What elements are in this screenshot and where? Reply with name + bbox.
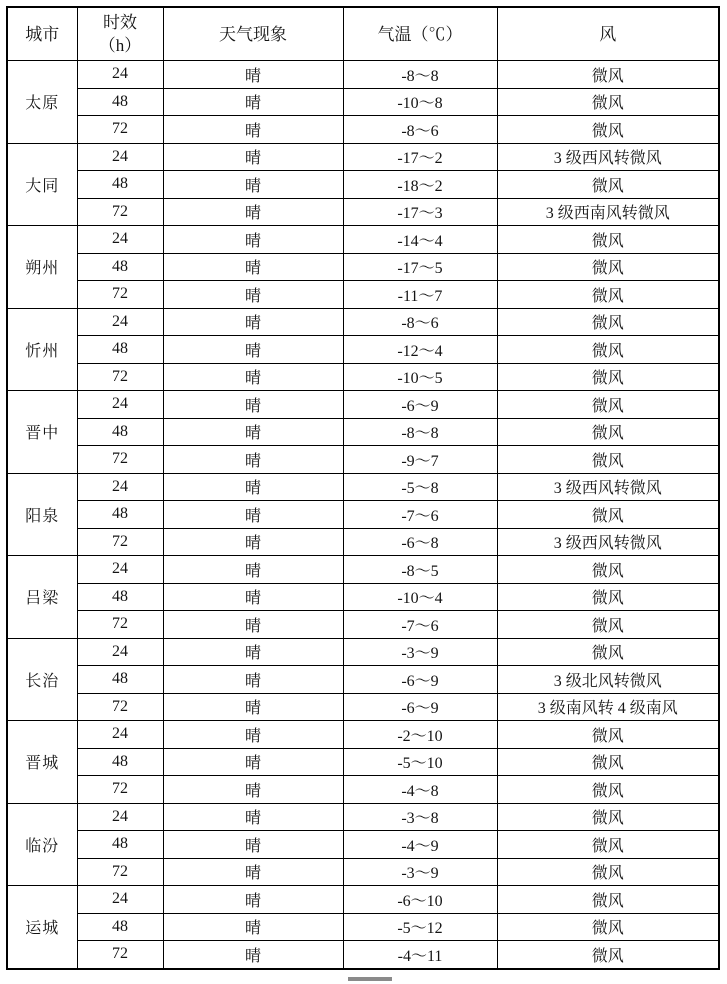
validity-hours-cell: 24 [77, 473, 163, 501]
wind-cell: 微风 [497, 253, 719, 281]
validity-hours-cell: 72 [77, 611, 163, 639]
wind-cell: 微风 [497, 336, 719, 364]
header-city: 城市 [7, 7, 77, 61]
validity-hours-cell: 48 [77, 831, 163, 859]
weather-phenomenon-cell: 晴 [163, 611, 343, 639]
temperature-range-cell: -10～5 [343, 363, 497, 391]
weather-phenomenon-cell: 晴 [163, 693, 343, 721]
weather-phenomenon-cell: 晴 [163, 253, 343, 281]
weather-phenomenon-cell: 晴 [163, 583, 343, 611]
temperature-range-cell: -2～10 [343, 721, 497, 749]
table-row [7, 913, 719, 941]
table-row [7, 391, 719, 419]
weather-phenomenon-cell: 晴 [163, 913, 343, 941]
weather-phenomenon-cell: 晴 [163, 446, 343, 474]
weather-phenomenon-cell: 晴 [163, 666, 343, 694]
validity-hours-cell: 48 [77, 748, 163, 776]
validity-hours-cell: 48 [77, 253, 163, 281]
header-weather: 天气现象 [163, 7, 343, 61]
table-row [7, 418, 719, 446]
validity-hours-cell: 72 [77, 858, 163, 886]
table-row [7, 638, 719, 666]
validity-hours-cell: 24 [77, 226, 163, 254]
wind-cell: 微风 [497, 418, 719, 446]
weather-phenomenon-cell: 晴 [163, 171, 343, 199]
validity-hours-cell: 48 [77, 583, 163, 611]
wind-cell: 微风 [497, 913, 719, 941]
table-row [7, 693, 719, 721]
table-row [7, 336, 719, 364]
city-name-cell: 吕梁 [7, 556, 77, 639]
temperature-range-cell: -7～6 [343, 501, 497, 529]
city-name-cell: 晋城 [7, 721, 77, 804]
city-name-cell: 阳泉 [7, 473, 77, 556]
validity-hours-cell: 24 [77, 638, 163, 666]
table-row [7, 666, 719, 694]
weather-phenomenon-cell: 晴 [163, 116, 343, 144]
weather-phenomenon-cell: 晴 [163, 88, 343, 116]
wind-cell: 微风 [497, 941, 719, 969]
wind-cell: 微风 [497, 583, 719, 611]
validity-hours-cell: 24 [77, 391, 163, 419]
temperature-range-cell: -10～8 [343, 88, 497, 116]
temperature-range-cell: -5～12 [343, 913, 497, 941]
wind-cell: 微风 [497, 61, 719, 89]
wind-cell: 3 级西南风转微风 [497, 198, 719, 226]
validity-hours-cell: 48 [77, 913, 163, 941]
header-temperature: 气温（℃） [343, 7, 497, 61]
validity-hours-cell: 72 [77, 446, 163, 474]
table-row [7, 858, 719, 886]
temperature-range-cell: -12～4 [343, 336, 497, 364]
table-row [7, 941, 719, 969]
temperature-range-cell: -8～5 [343, 556, 497, 584]
table-row [7, 446, 719, 474]
temperature-range-cell: -4～11 [343, 941, 497, 969]
table-row [7, 721, 719, 749]
wind-cell: 3 级西风转微风 [497, 473, 719, 501]
city-name-cell: 晋中 [7, 391, 77, 474]
temperature-range-cell: -5～8 [343, 473, 497, 501]
wind-cell: 微风 [497, 831, 719, 859]
weather-phenomenon-cell: 晴 [163, 418, 343, 446]
temperature-range-cell: -9～7 [343, 446, 497, 474]
weather-phenomenon-cell: 晴 [163, 831, 343, 859]
wind-cell: 微风 [497, 501, 719, 529]
validity-hours-cell: 72 [77, 116, 163, 144]
wind-cell: 微风 [497, 776, 719, 804]
wind-cell: 微风 [497, 308, 719, 336]
validity-hours-cell: 24 [77, 143, 163, 171]
wind-cell: 微风 [497, 638, 719, 666]
validity-hours-cell: 72 [77, 363, 163, 391]
table-row [7, 776, 719, 804]
validity-hours-cell: 48 [77, 88, 163, 116]
weather-phenomenon-cell: 晴 [163, 638, 343, 666]
table-row [7, 198, 719, 226]
city-name-cell: 太原 [7, 61, 77, 144]
temperature-range-cell: -6～9 [343, 666, 497, 694]
temperature-range-cell: -8～6 [343, 116, 497, 144]
table-row [7, 363, 719, 391]
table-row [7, 281, 719, 309]
table-row [7, 61, 719, 89]
wind-cell: 微风 [497, 171, 719, 199]
validity-hours-cell: 72 [77, 693, 163, 721]
header-validity [77, 7, 163, 61]
bottom-gray-bar [348, 977, 392, 981]
temperature-range-cell: -8～8 [343, 61, 497, 89]
table-row [7, 748, 719, 776]
header-row [7, 7, 719, 61]
weather-phenomenon-cell: 晴 [163, 501, 343, 529]
validity-hours-cell: 24 [77, 886, 163, 914]
city-name-cell: 朔州 [7, 226, 77, 309]
table-row [7, 226, 719, 254]
validity-hours-cell: 48 [77, 501, 163, 529]
wind-cell: 微风 [497, 886, 719, 914]
table-row [7, 88, 719, 116]
city-name-cell: 临汾 [7, 803, 77, 886]
temperature-range-cell: -6～9 [343, 391, 497, 419]
temperature-range-cell: -8～6 [343, 308, 497, 336]
wind-cell: 微风 [497, 281, 719, 309]
header-validity-line2: （h） [98, 36, 142, 55]
wind-cell: 微风 [497, 748, 719, 776]
wind-cell: 3 级南风转 4 级南风 [497, 693, 719, 721]
wind-cell: 3 级西风转微风 [497, 528, 719, 556]
city-name-cell: 忻州 [7, 308, 77, 391]
weather-phenomenon-cell: 晴 [163, 886, 343, 914]
weather-phenomenon-cell: 晴 [163, 143, 343, 171]
validity-hours-cell: 48 [77, 171, 163, 199]
weather-phenomenon-cell: 晴 [163, 336, 343, 364]
weather-phenomenon-cell: 晴 [163, 226, 343, 254]
weather-phenomenon-cell: 晴 [163, 198, 343, 226]
validity-hours-cell: 72 [77, 281, 163, 309]
weather-phenomenon-cell: 晴 [163, 556, 343, 584]
wind-cell: 微风 [497, 391, 719, 419]
wind-cell: 微风 [497, 363, 719, 391]
validity-hours-cell: 24 [77, 721, 163, 749]
weather-phenomenon-cell: 晴 [163, 363, 343, 391]
weather-forecast-table [6, 6, 720, 970]
weather-phenomenon-cell: 晴 [163, 721, 343, 749]
table-row [7, 116, 719, 144]
header-validity-line1: 时效 [103, 13, 137, 32]
weather-phenomenon-cell: 晴 [163, 281, 343, 309]
table-row [7, 501, 719, 529]
validity-hours-cell: 72 [77, 776, 163, 804]
validity-hours-cell: 48 [77, 336, 163, 364]
validity-hours-cell: 72 [77, 528, 163, 556]
temperature-range-cell: -6～10 [343, 886, 497, 914]
weather-phenomenon-cell: 晴 [163, 776, 343, 804]
weather-phenomenon-cell: 晴 [163, 528, 343, 556]
temperature-range-cell: -14～4 [343, 226, 497, 254]
wind-cell: 微风 [497, 226, 719, 254]
table-row [7, 886, 719, 914]
table-row [7, 473, 719, 501]
wind-cell: 3 级西风转微风 [497, 143, 719, 171]
temperature-range-cell: -6～8 [343, 528, 497, 556]
temperature-range-cell: -6～9 [343, 693, 497, 721]
validity-hours-cell: 24 [77, 61, 163, 89]
temperature-range-cell: -10～4 [343, 583, 497, 611]
validity-hours-cell: 48 [77, 418, 163, 446]
weather-phenomenon-cell: 晴 [163, 803, 343, 831]
wind-cell: 微风 [497, 721, 719, 749]
wind-cell: 微风 [497, 858, 719, 886]
temperature-range-cell: -3～8 [343, 803, 497, 831]
city-name-cell: 大同 [7, 143, 77, 226]
city-name-cell: 运城 [7, 886, 77, 969]
city-name-cell: 长治 [7, 638, 77, 721]
wind-cell: 微风 [497, 88, 719, 116]
validity-hours-cell: 24 [77, 556, 163, 584]
wind-cell: 微风 [497, 116, 719, 144]
temperature-range-cell: -17～5 [343, 253, 497, 281]
temperature-range-cell: -8～8 [343, 418, 497, 446]
wind-cell: 微风 [497, 446, 719, 474]
table-row [7, 308, 719, 336]
validity-hours-cell: 24 [77, 803, 163, 831]
weather-phenomenon-cell: 晴 [163, 941, 343, 969]
table-row [7, 528, 719, 556]
validity-hours-cell: 72 [77, 198, 163, 226]
table-row [7, 611, 719, 639]
wind-cell: 微风 [497, 611, 719, 639]
temperature-range-cell: -4～8 [343, 776, 497, 804]
temperature-range-cell: -18～2 [343, 171, 497, 199]
table-row [7, 253, 719, 281]
temperature-range-cell: -5～10 [343, 748, 497, 776]
weather-phenomenon-cell: 晴 [163, 308, 343, 336]
table-row [7, 143, 719, 171]
temperature-range-cell: -17～2 [343, 143, 497, 171]
temperature-range-cell: -11～7 [343, 281, 497, 309]
weather-phenomenon-cell: 晴 [163, 748, 343, 776]
wind-cell: 3 级北风转微风 [497, 666, 719, 694]
temperature-range-cell: -3～9 [343, 858, 497, 886]
weather-phenomenon-cell: 晴 [163, 391, 343, 419]
validity-hours-cell: 24 [77, 308, 163, 336]
wind-cell: 微风 [497, 556, 719, 584]
header-wind: 风 [497, 7, 719, 61]
validity-hours-cell: 48 [77, 666, 163, 694]
temperature-range-cell: -17～3 [343, 198, 497, 226]
table-row [7, 831, 719, 859]
table-row [7, 171, 719, 199]
temperature-range-cell: -3～9 [343, 638, 497, 666]
table-row [7, 583, 719, 611]
table-row [7, 803, 719, 831]
temperature-range-cell: -7～6 [343, 611, 497, 639]
validity-hours-cell: 72 [77, 941, 163, 969]
weather-phenomenon-cell: 晴 [163, 858, 343, 886]
temperature-range-cell: -4～9 [343, 831, 497, 859]
table-row [7, 556, 719, 584]
weather-phenomenon-cell: 晴 [163, 473, 343, 501]
wind-cell: 微风 [497, 803, 719, 831]
weather-phenomenon-cell: 晴 [163, 61, 343, 89]
